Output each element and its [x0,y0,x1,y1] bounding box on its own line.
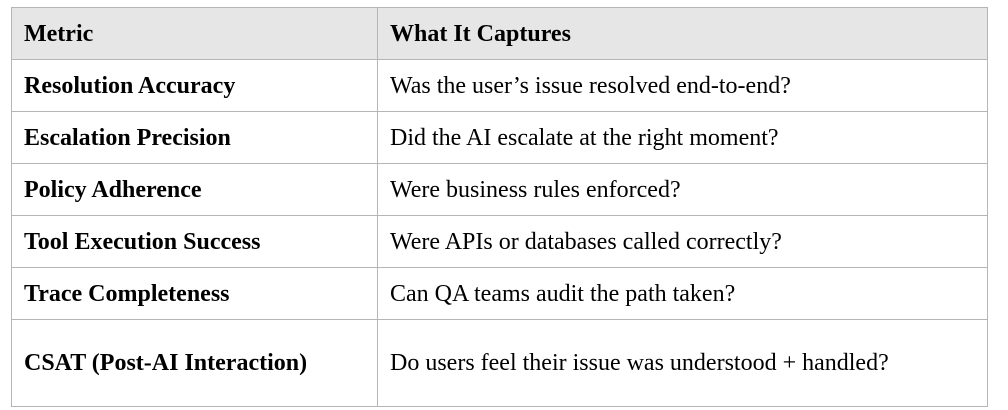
table-row [12,60,988,112]
captures-cell: Do users feel their issue was understood + handled? [378,320,988,407]
header-what-it-captures: What It Captures [378,8,988,60]
table-row [12,112,988,164]
metric-cell: CSAT (Post-AI Interaction) [12,320,378,407]
header-row [12,8,988,60]
metric-cell: Tool Execution Success [12,216,378,268]
header-metric: Metric [12,8,378,60]
metric-cell: Resolution Accuracy [12,60,378,112]
metric-cell: Policy Adherence [12,164,378,216]
metric-cell: Trace Completeness [12,268,378,320]
metrics-table [11,7,988,407]
table-row [12,164,988,216]
captures-cell: Can QA teams audit the path taken? [378,268,988,320]
table-header [12,8,988,60]
captures-cell: Did the AI escalate at the right moment? [378,112,988,164]
metric-cell: Escalation Precision [12,112,378,164]
captures-cell: Were APIs or databases called correctly? [378,216,988,268]
table-body [12,60,988,407]
captures-cell: Was the user’s issue resolved end-to-end? [378,60,988,112]
table-row [12,216,988,268]
captures-cell: Were business rules enforced? [378,164,988,216]
table-row [12,268,988,320]
table-row [12,320,988,407]
